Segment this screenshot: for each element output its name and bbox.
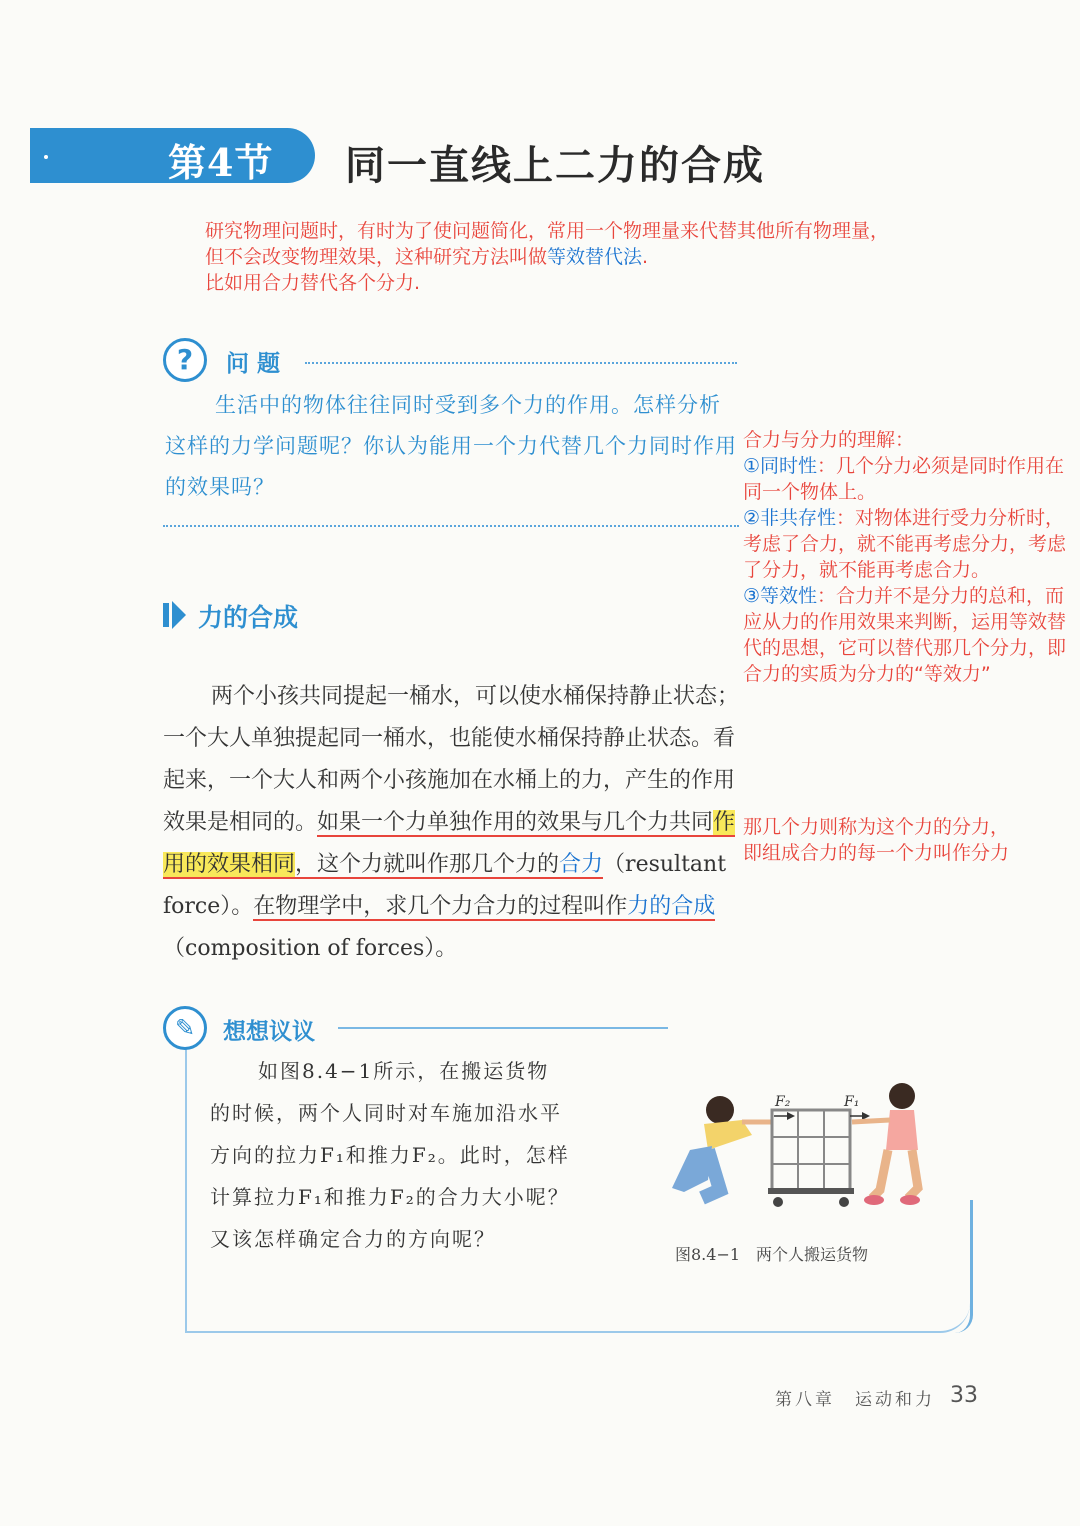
person-right-body (886, 1110, 918, 1150)
cart-wheel (839, 1197, 849, 1207)
side-note-title: 合力与分力的理解： (743, 429, 915, 451)
term-equivalent-substitution: 等效替代法 (547, 246, 643, 268)
arrow-f2 (787, 1112, 795, 1120)
question-body: 生活中的物体往往同时受到多个力的作用。怎样分析这样的力学问题呢？你认为能用一个力代替几个力同时作用的效果吗？ (165, 393, 737, 499)
term-resultant-force: 合力 (559, 852, 604, 877)
think-divider (338, 1027, 668, 1029)
chapter-footer: 第八章 运动和力 (775, 1390, 935, 1410)
think-box-corner (955, 1200, 973, 1333)
person-left-head (706, 1096, 734, 1124)
person-right-legs (872, 1150, 888, 1198)
label-f1: F₁ (844, 1094, 860, 1110)
side-note-component: 那几个力则称为这个力的分力， 即组成合力的每一个力叫作分力 (743, 816, 1010, 864)
header-dot (44, 155, 48, 159)
section-marker-icon (163, 603, 169, 627)
side-note-resultant (743, 427, 1073, 687)
figure-two-people-moving-cart (612, 1080, 952, 1220)
think-heading: 想想议议 (223, 1019, 315, 1045)
side-note-item1: ①同时性：几个分力必须是同时作用在同一个物体上。 (743, 455, 1065, 503)
intro-note-line1: 研究物理问题时，有时为了使问题简化，常用一个物理量来代替其他所有物理量， (205, 220, 890, 242)
underlined-definition: 如果一个力单独作用的效果与几个力共同作用的效果相同，这个力就叫作那几个力的合力 (163, 810, 736, 877)
think-body: 如图8.4−1所示，在搬运货物的时候，两个人同时对车施加沿水平方向的拉力F₁和推力F₂。此时，怎样计算拉力F₁和推力F₂的合力大小呢？又该怎样确定合力的方向呢？ (210, 1059, 570, 1251)
cart-base (768, 1188, 854, 1194)
question-bottom-divider (163, 525, 739, 527)
cart-cage (772, 1110, 850, 1190)
figure-caption: 图8.4−1 两个人搬运货物 (675, 1245, 869, 1264)
think-icon: ✎ (163, 1006, 207, 1050)
person-right-head (889, 1083, 915, 1109)
label-f2: F₂ (775, 1094, 791, 1110)
section-arrow-icon (172, 601, 186, 629)
page-title: 同一直线上二力的合成 (345, 142, 765, 189)
question-icon: ? (163, 338, 207, 382)
highlighted-text: 作用的效果相同 (163, 810, 736, 877)
question-divider (305, 362, 737, 364)
page-number: 33 (950, 1383, 978, 1408)
side-note-item3: ③等效性：合力并不是分力的总和，而应从力的作用效果来判断，运用等效替代的思想，它可以替代那几个分力，即合力的实质为分力的“等效力” (743, 585, 1067, 685)
cart-wheel (773, 1197, 783, 1207)
underlined-composition: 在物理学中，求几个力合力的过程叫作力的合成 (253, 894, 716, 919)
section-title: 力的合成 (198, 603, 299, 632)
body-paragraph: 两个小孩共同提起一桶水，可以使水桶保持静止状态；一个大人单独提起同一桶水，也能使水桶保持静止状态。看起来，一个大人和两个小孩施加在水桶上的力，产生的作用效果是相同的。如果一个力单独作用的效果与几个力共同作用的效果相同，这个力就叫作那几个力的合力（resultant force）。在物理学中，求几个力合力的过程叫作力的合成（composition of forces）。 (163, 684, 740, 961)
intro-note (205, 218, 1005, 296)
term-composition: 力的合成 (627, 894, 716, 919)
side-note-item2: ②非共存性：对物体进行受力分析时，考虑了合力，就不能再考虑分力，考虑了分力，就不能再考虑合力。 (743, 507, 1067, 581)
intro-note-line2: 但不会改变物理效果，这种研究方法叫做等效替代法. (205, 246, 649, 268)
intro-note-line3: 比如用合力替代各个分力. (205, 272, 421, 294)
person-right-arms (852, 1120, 890, 1122)
question-heading: 问题 (226, 351, 288, 377)
section-number: 第4节 (168, 140, 274, 185)
